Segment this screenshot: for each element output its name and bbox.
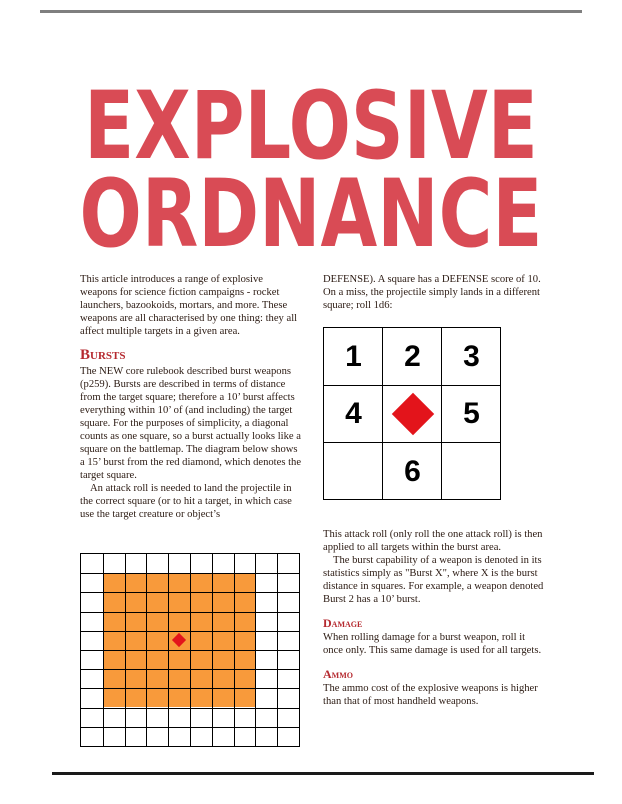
grid-line (81, 573, 299, 574)
grid-line (81, 592, 299, 593)
scatter-cell-4: 4 (345, 396, 362, 430)
bursts-paragraph-2: An attack roll is needed to land the projectile in the correct square (or to hit a target, in which case use the target creature or object’s (80, 483, 292, 520)
scatter-cell-1: 1 (345, 339, 362, 373)
scatter-cell-5: 5 (463, 396, 480, 430)
grid-line (81, 650, 299, 651)
grid-line (81, 612, 299, 613)
top-rule (40, 10, 582, 13)
title-line-2: ORDNANCE (79, 160, 543, 269)
scatter-diagram (323, 327, 501, 500)
ammo-heading: Ammo (323, 667, 353, 681)
left-column (80, 273, 302, 521)
intro-paragraph: This article introduces a range of explosive weapons for science fiction campaigns - rocket launchers, bazookoids, mortars, and more. These weapons are all characterised by one thing: they all affect multiple targets in a given area. (80, 274, 298, 337)
defense-paragraph: DEFENSE). A square has a DEFENSE score of 10. On a miss, the projectile simply lands in a different square; roll 1d6: (323, 274, 541, 311)
burst-grid (80, 553, 300, 747)
scatter-cell-6: 6 (404, 454, 421, 488)
damage-paragraph: When rolling damage for a burst weapon, roll it once only. This same damage is used for all targets. (323, 632, 542, 656)
right-column-lower (323, 528, 545, 708)
attack-paragraph: This attack roll (only roll the one attack roll) is then applied to all targets within the burst area. (323, 529, 543, 553)
capability-paragraph: The burst capability of a weapon is denoted in its statistics simply as "Burst X", where X is the burst distance in squares. For example, a weapon denoted Burst 2 has a 10’ burst. (323, 555, 544, 605)
bottom-rule (52, 772, 594, 775)
ammo-paragraph: The ammo cost of the explosive weapons is higher than that of most handheld weapons. (323, 683, 538, 707)
grid-line (81, 688, 299, 689)
grid-line (81, 631, 299, 632)
scatter-cell-2: 2 (404, 339, 421, 373)
grid-line (81, 727, 299, 728)
damage-heading: Damage (323, 616, 363, 630)
grid-line (81, 669, 299, 670)
bursts-paragraph-1: The NEW core rulebook described burst weapons (p259). Bursts are described in terms of distance from the target square; therefore a 10’ burst affects everything within 10’ of (and including) the target square. For the purposes of simplicity, a diagonal counts as one square, so a burst actually looks like a square on the battlemap. The diagram below shows a 15’ burst from the red diamond, which denotes the target square. (80, 366, 302, 481)
right-column (323, 273, 545, 312)
target-diamond-icon (391, 392, 433, 434)
scatter-cell-center (383, 385, 442, 442)
scatter-cell-3: 3 (463, 339, 480, 373)
title-line-1: EXPLOSIVE (84, 72, 538, 181)
bursts-heading: Bursts (80, 347, 126, 363)
grid-line (81, 708, 299, 709)
